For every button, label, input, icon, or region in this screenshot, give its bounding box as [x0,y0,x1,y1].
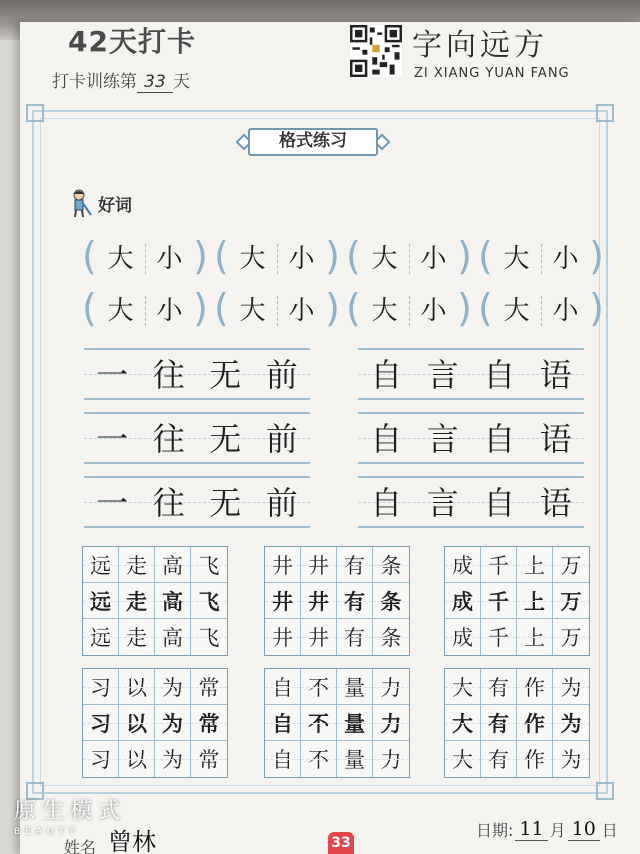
qr-code-icon [350,25,402,77]
idiom-char: 自 [483,420,516,458]
grid-model-char: 不 [301,669,337,705]
word-char: 小 [288,244,315,274]
idiom-char: 一 [96,484,129,522]
idiom-char: 一 [96,420,129,458]
date-label: 日期: [476,821,514,840]
page-number-badge: 33 [328,832,354,854]
right-paren: ) [457,286,472,330]
grid-written-char: 习 [83,705,119,741]
idiom-char: 自 [370,484,403,522]
grid-written-char: 高 [155,619,191,655]
word-char: 大 [503,296,530,326]
grid-written-char: 为 [553,741,589,777]
word-pair [214,288,346,332]
word-char: 大 [107,244,134,274]
good-words-header [68,188,132,218]
grid-model-char: 上 [517,547,553,583]
frame-corner [596,104,614,122]
word-char: 大 [371,296,398,326]
idiom-char: 前 [265,484,298,522]
date-month: 11 [515,818,547,841]
idiom-char: 语 [539,484,572,522]
word-pair [82,236,214,280]
grid-written-char: 万 [553,619,589,655]
word-char: 大 [107,296,134,326]
grid-written-char: 习 [83,741,119,777]
checkin-suffix: 天 [173,72,190,92]
word-char: 大 [239,296,266,326]
word-pair [82,288,214,332]
grid-model-char: 为 [553,669,589,705]
grid-written-char: 飞 [191,619,227,655]
grid-model-char: 万 [553,547,589,583]
grid-written-char: 上 [517,619,553,655]
grid-written-char: 有 [481,741,517,777]
grid-written-char: 千 [481,619,517,655]
idiom-writing-line [358,476,584,528]
grid-written-char: 力 [373,705,409,741]
grid-written-char: 成 [445,619,481,655]
grid-written-char: 量 [337,741,373,777]
grid-model-char: 有 [337,547,373,583]
idiom-char: 言 [426,356,459,394]
grid-written-char: 大 [445,741,481,777]
grid-written-char: 走 [119,583,155,619]
grid-model-char: 力 [373,669,409,705]
grid-model-char: 飞 [191,547,227,583]
name-label: 姓名 [64,838,97,854]
word-char: 大 [239,244,266,274]
grid-written-char: 作 [517,705,553,741]
idiom-char: 自 [370,356,403,394]
idiom-writing-line [84,348,310,400]
left-paren: ( [346,234,361,278]
idiom-char: 无 [209,420,242,458]
left-paren: ( [346,286,361,330]
watermark-en: BEAUTY [14,827,80,837]
idiom-writing-line [358,412,584,464]
grid-written-char: 远 [83,619,119,655]
idiom-char: 自 [483,356,516,394]
word-pair [346,236,478,280]
grid-written-char: 井 [265,619,301,655]
right-paren: ) [589,286,604,330]
word-char: 大 [503,244,530,274]
good-words-label: 好词 [98,195,132,216]
grid-written-char: 走 [119,619,155,655]
month-label: 月 [549,821,566,840]
word-pair [214,236,346,280]
grid-written-char: 不 [301,705,337,741]
frame-corner [596,782,614,800]
word-pair-row-1 [82,236,610,280]
idiom-char: 自 [483,484,516,522]
grid-model-char: 大 [445,669,481,705]
word-pair [346,288,478,332]
grid-model-char: 井 [301,547,337,583]
grid-written-char: 万 [553,583,589,619]
word-char: 小 [420,244,447,274]
grid-model-char: 常 [191,669,227,705]
grid-model-char: 井 [265,547,301,583]
grid-model-char: 作 [517,669,553,705]
grid-written-char: 为 [553,705,589,741]
grid-written-char: 为 [155,741,191,777]
grid-written-char: 成 [445,583,481,619]
grid-model-char: 量 [337,669,373,705]
idiom-char: 往 [152,484,185,522]
grid-written-char: 千 [481,583,517,619]
left-paren: ( [478,286,493,330]
section-title: 格式练习 [279,131,347,151]
left-paren: ( [214,234,229,278]
left-paren: ( [214,286,229,330]
grid-model-char: 条 [373,547,409,583]
grid-model-char: 千 [481,547,517,583]
page-title: 42天打卡 [68,25,196,58]
idiom-writing-line [358,348,584,400]
word-pair-row-2 [82,288,610,332]
idiom-char: 自 [370,420,403,458]
grid-written-char: 自 [265,741,301,777]
word-char: 小 [156,296,183,326]
character-grid [82,668,228,778]
word-pair [478,236,610,280]
character-grid [444,668,590,778]
writing-boy-icon [68,188,94,218]
checkin-line [52,67,190,93]
brand-pinyin: ZI XIANG YUAN FANG [414,66,570,81]
left-paren: ( [478,234,493,278]
grid-model-char: 有 [481,669,517,705]
right-paren: ) [325,234,340,278]
checkin-day: 33 [137,72,173,93]
idiom-writing-line [84,476,310,528]
idiom-char: 语 [539,420,572,458]
grid-written-char: 高 [155,583,191,619]
grid-written-char: 井 [301,619,337,655]
idiom-char: 言 [426,484,459,522]
watermark-cn: 原生模式 [14,799,127,824]
grid-written-char: 有 [337,583,373,619]
word-char: 小 [420,296,447,326]
right-paren: ) [589,234,604,278]
grid-model-char: 成 [445,547,481,583]
grid-written-char: 井 [301,583,337,619]
character-grid [264,668,410,778]
grid-model-char: 习 [83,669,119,705]
grid-written-char: 常 [191,741,227,777]
character-grid [264,546,410,656]
word-char: 小 [552,296,579,326]
word-char: 小 [552,244,579,274]
grid-written-char: 作 [517,741,553,777]
grid-written-char: 以 [119,741,155,777]
grid-written-char: 为 [155,705,191,741]
day-label: 日 [601,821,618,840]
grid-written-char: 上 [517,583,553,619]
grid-model-char: 走 [119,547,155,583]
grid-written-char: 飞 [191,583,227,619]
right-paren: ) [325,286,340,330]
idiom-char: 无 [209,484,242,522]
grid-model-char: 为 [155,669,191,705]
idiom-writing-line [84,412,310,464]
idiom-char: 往 [152,356,185,394]
grid-written-char: 不 [301,741,337,777]
idiom-char: 前 [265,420,298,458]
date-day: 10 [568,818,600,841]
grid-model-char: 以 [119,669,155,705]
date-field [476,818,618,841]
name-value: 曾林 [98,822,166,854]
left-paren: ( [82,286,97,330]
name-field [64,822,166,854]
grid-model-char: 高 [155,547,191,583]
frame-corner [26,104,44,122]
grid-written-char: 有 [337,619,373,655]
left-paren: ( [82,234,97,278]
word-char: 小 [156,244,183,274]
character-grid [82,546,228,656]
grid-written-char: 有 [481,705,517,741]
grid-written-char: 力 [373,741,409,777]
grid-model-char: 自 [265,669,301,705]
grid-written-char: 常 [191,705,227,741]
section-banner [238,124,388,160]
idiom-char: 语 [539,356,572,394]
grid-written-char: 自 [265,705,301,741]
grid-written-char: 以 [119,705,155,741]
grid-written-char: 大 [445,705,481,741]
idiom-char: 无 [209,356,242,394]
grid-model-char: 远 [83,547,119,583]
idiom-char: 前 [265,356,298,394]
right-paren: ) [457,234,472,278]
grid-written-char: 条 [373,583,409,619]
word-char: 小 [288,296,315,326]
right-paren: ) [193,234,208,278]
character-grid [444,546,590,656]
brand-logo-text: 字向远方 [412,28,548,63]
right-paren: ) [193,286,208,330]
grid-written-char: 远 [83,583,119,619]
checkin-prefix: 打卡训练第 [52,72,137,92]
grid-written-char: 井 [265,583,301,619]
word-pair [478,288,610,332]
grid-written-char: 量 [337,705,373,741]
word-char: 大 [371,244,398,274]
idiom-char: 言 [426,420,459,458]
idiom-char: 一 [96,356,129,394]
idiom-char: 往 [152,420,185,458]
grid-written-char: 条 [373,619,409,655]
